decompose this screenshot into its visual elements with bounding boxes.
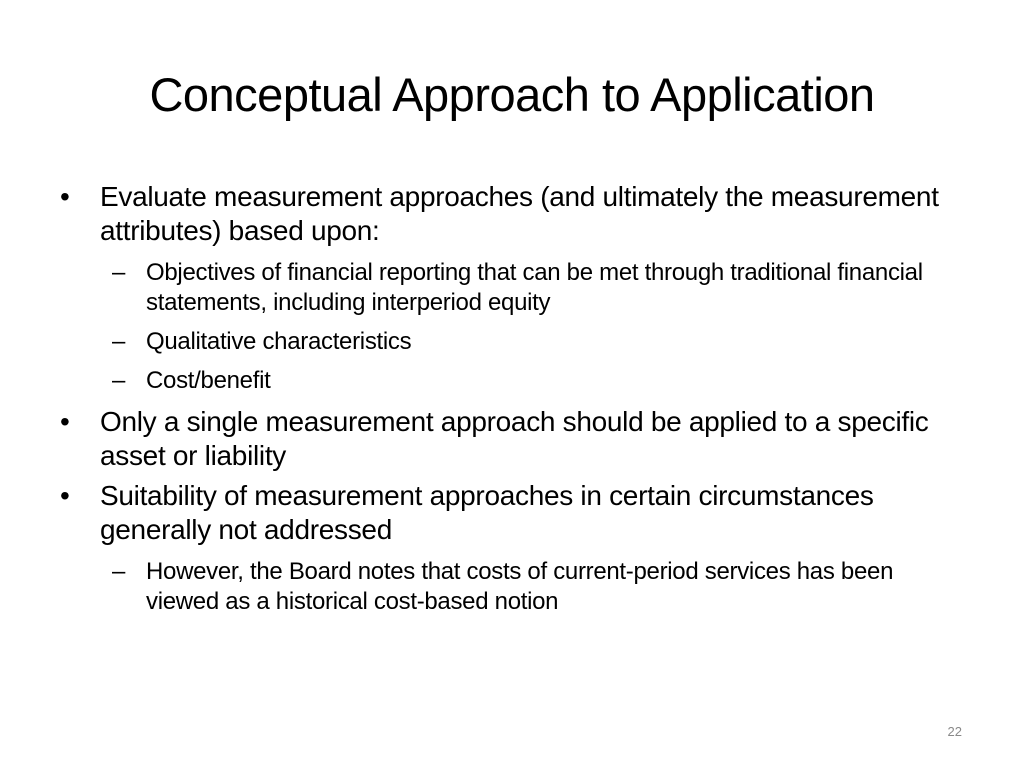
page-number: 22 — [947, 724, 962, 739]
slide-title: Conceptual Approach to Application — [149, 68, 875, 121]
bullet-item — [60, 479, 960, 547]
bullet-marker: • — [60, 406, 70, 437]
bullet-item — [60, 405, 960, 473]
sub-bullet-text: Qualitative characteristics — [146, 328, 412, 355]
sub-bullet-item — [60, 258, 960, 318]
bullet-marker: • — [60, 181, 70, 212]
dash-marker: – — [112, 328, 126, 355]
sub-bullet-text: Cost/benefit — [146, 367, 271, 394]
sub-bullet-text: Objectives of financial reporting that can be met through traditional financial statements, including interperiod equity — [146, 259, 923, 316]
bullet-item — [60, 180, 960, 248]
dash-marker: – — [112, 558, 126, 585]
sub-bullet-text: However, the Board notes that costs of current-period services has been viewed as a historical cost-based notion — [146, 558, 894, 615]
bullet-text: Evaluate measurement approaches (and ultimately the measurement attributes) based upon: — [100, 181, 939, 246]
bullet-text: Only a single measurement approach should be applied to a specific asset or liability — [100, 406, 929, 471]
sub-bullet-item — [60, 557, 960, 617]
bullet-text: Suitability of measurement approaches in certain circumstances generally not addressed — [100, 480, 874, 545]
bullet-marker: • — [60, 480, 70, 511]
dash-marker: – — [112, 259, 126, 286]
dash-marker: – — [112, 367, 126, 394]
slide-content — [60, 180, 960, 626]
sub-list — [60, 258, 960, 396]
sub-bullet-item — [60, 366, 960, 396]
sub-bullet-item — [60, 327, 960, 357]
sub-list — [60, 557, 960, 617]
